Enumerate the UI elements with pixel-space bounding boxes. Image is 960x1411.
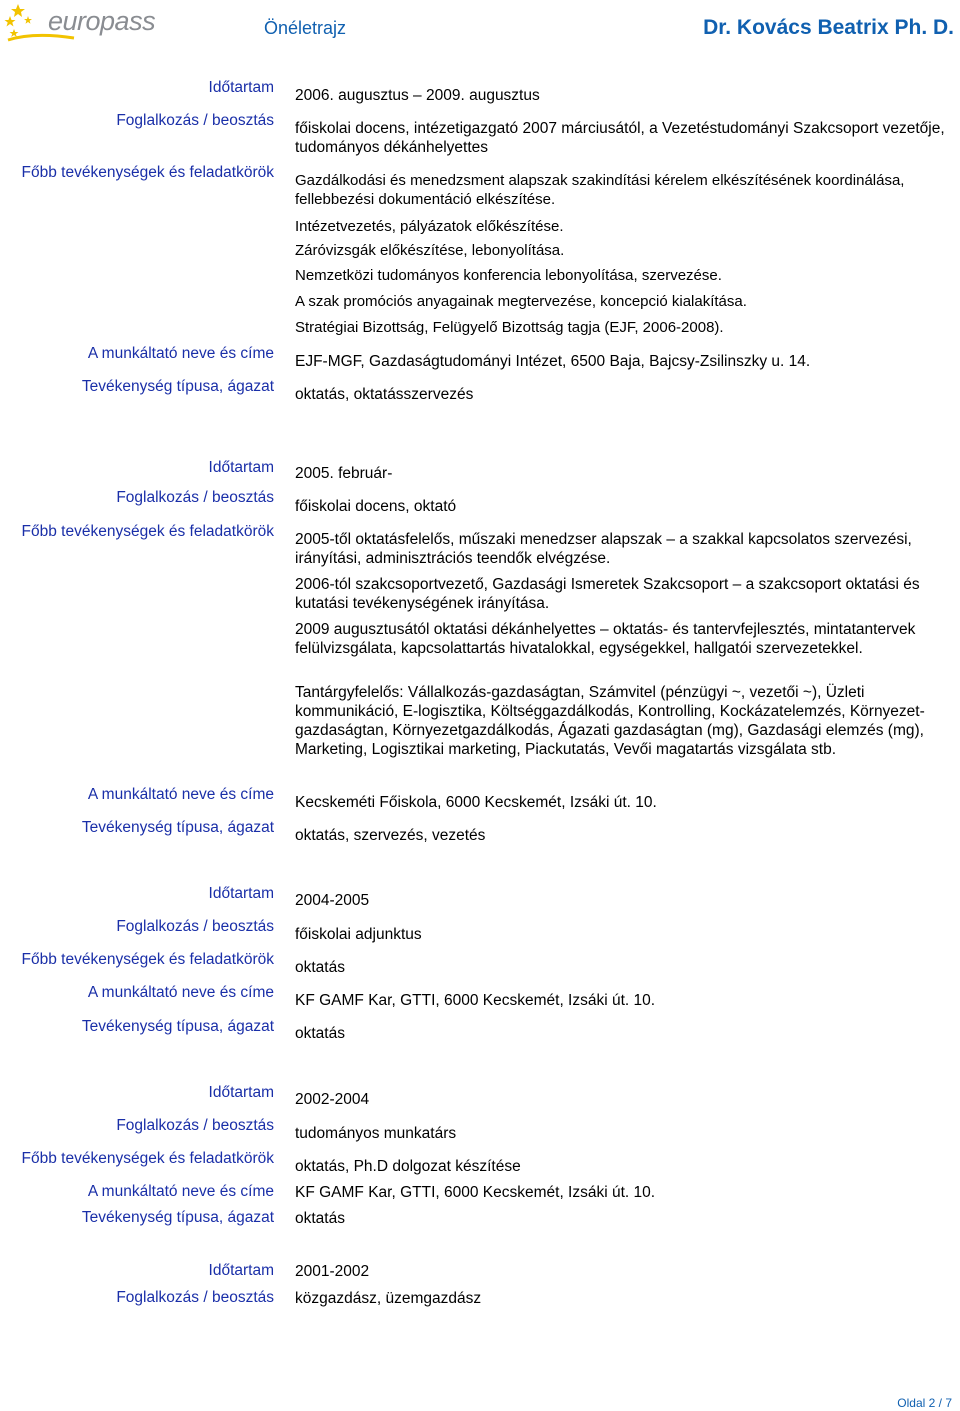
person-name: Dr. Kovács Beatrix Ph. D. <box>703 16 954 39</box>
activity-item: Gazdálkodási és menedzsment alapszak szakindítási kérelem elkészítésének koordinálása, fellebbezési dokumentáció elkészítése. <box>295 172 905 208</box>
position-label: Foglalkozás / beosztás <box>116 1117 274 1134</box>
page-header <box>0 0 960 60</box>
sector-label: Tevékenység típusa, ágazat <box>81 378 274 395</box>
sector-value: oktatás <box>295 1025 345 1042</box>
activity-item: Stratégiai Bizottság, Felügyelő Bizottság tagja (EJF, 2006-2008). <box>295 319 724 336</box>
duration-label: Időtartam <box>208 79 274 96</box>
sector-value: oktatás, oktatásszervezés <box>295 386 474 403</box>
position-value: tudományos munkatárs <box>295 1125 457 1142</box>
employer-label: A munkáltató neve és címe <box>87 984 274 1001</box>
logo-text: europass <box>48 6 156 36</box>
employer-label: A munkáltató neve és címe <box>87 786 274 803</box>
sector-value: oktatás, szervezés, vezetés <box>295 827 486 844</box>
duration-label: Időtartam <box>208 459 274 476</box>
employer-value: KF GAMF Kar, GTTI, 6000 Kecskemét, Izsáki út. 10. <box>295 1184 656 1201</box>
activity-item: Nemzetközi tudományos konferencia lebonyolítása, szervezése. <box>295 267 722 284</box>
activity-item: 2009 augusztusától oktatási dékánhelyettes – oktatás- és tantervfejlesztés, mintatantervek felülvizsgálata, kapcsolattartás hivatalokkal, egységekkel, hallgatói szervezetekkel. <box>295 621 916 657</box>
activity-item: Záróvizsgák előkészítése, lebonyolítása. <box>295 242 565 259</box>
activities-label: Főbb tevékenységek és feladatkörök <box>21 951 274 968</box>
sector-label: Tevékenység típusa, ágazat <box>81 819 274 836</box>
activity-item: 2006-tól szakcsoportvezető, Gazdasági Ismeretek Szakcsoport – a szakcsoport oktatási és kutatási tevékenységének irányítása. <box>295 576 920 612</box>
activities-label: Főbb tevékenységek és feladatkörök <box>21 164 274 181</box>
duration-value: 2002-2004 <box>295 1091 370 1108</box>
employer-label: A munkáltató neve és címe <box>87 345 274 362</box>
position-label: Foglalkozás / beosztás <box>116 918 274 935</box>
duration-value: 2006. augusztus – 2009. augusztus <box>295 87 540 104</box>
activity-item: Tantárgyfelelős: Vállalkozás-gazdaságtan, Számvitel (pénzügyi ~, vezetői ~), Üzleti kommunikáció, E-logisztika, Költséggazdálkodás, Kontrolling, Kockázatelemzés, Környezet-gazdaságtan, Környezetgazdálkodás, Ágazati gazdaságtan (mg), Gazdasági elemzés (mg), Marketing, Logisztikai marketing, Piackutatás, Vevői magatartás vizsgálata stb. <box>295 684 925 758</box>
duration-label: Időtartam <box>208 1084 274 1101</box>
position-value: főiskolai docens, intézetigazgató 2007 márciusától, a Vezetéstudományi Szakcsoport vezetője, tudományos dékánhelyettes <box>295 120 945 156</box>
position-label: Foglalkozás / beosztás <box>116 112 274 129</box>
sector-value: oktatás <box>295 1210 345 1227</box>
duration-value: 2005. február- <box>295 465 393 482</box>
activities-label: Főbb tevékenységek és feladatkörök <box>21 1150 274 1167</box>
employer-value: Kecskeméti Főiskola, 6000 Kecskemét, Izsáki út. 10. <box>295 794 657 811</box>
duration-value: 2004-2005 <box>295 892 370 909</box>
position-value: közgazdász, üzemgazdász <box>295 1290 482 1307</box>
activities-label: Főbb tevékenységek és feladatkörök <box>21 523 274 540</box>
duration-label: Időtartam <box>208 1262 274 1279</box>
position-value: főiskolai docens, oktató <box>295 498 457 515</box>
position-label: Foglalkozás / beosztás <box>116 1289 274 1306</box>
europass-logo <box>4 2 154 46</box>
page-number: Oldal 2 / 7 <box>897 1396 952 1410</box>
activity-item: oktatás, Ph.D dolgozat készítése <box>295 1158 521 1175</box>
position-value: főiskolai adjunktus <box>295 926 422 943</box>
duration-value: 2001-2002 <box>295 1263 370 1280</box>
activity-item: Intézetvezetés, pályázatok előkészítése. <box>295 218 564 235</box>
sector-label: Tevékenység típusa, ágazat <box>81 1209 274 1226</box>
activity-item: 2005-től oktatásfelelős, műszaki menedzser alapszak – a szakkal kapcsolatos szervezési, irányítási, adminisztrációs teendők elvégzése. <box>295 531 912 567</box>
position-label: Foglalkozás / beosztás <box>116 489 274 506</box>
activity-item: A szak promóciós anyagainak megtervezése, koncepció kialakítása. <box>295 293 747 310</box>
sector-label: Tevékenység típusa, ágazat <box>81 1018 274 1035</box>
activity-item: oktatás <box>295 959 345 976</box>
duration-label: Időtartam <box>208 885 274 902</box>
employer-value: KF GAMF Kar, GTTI, 6000 Kecskemét, Izsáki út. 10. <box>295 992 656 1009</box>
document-title: Önéletrajz <box>264 18 347 38</box>
employer-value: EJF-MGF, Gazdaságtudományi Intézet, 6500 Baja, Bajcsy-Zsilinszky u. 14. <box>295 353 811 370</box>
employer-label: A munkáltató neve és címe <box>87 1183 274 1200</box>
